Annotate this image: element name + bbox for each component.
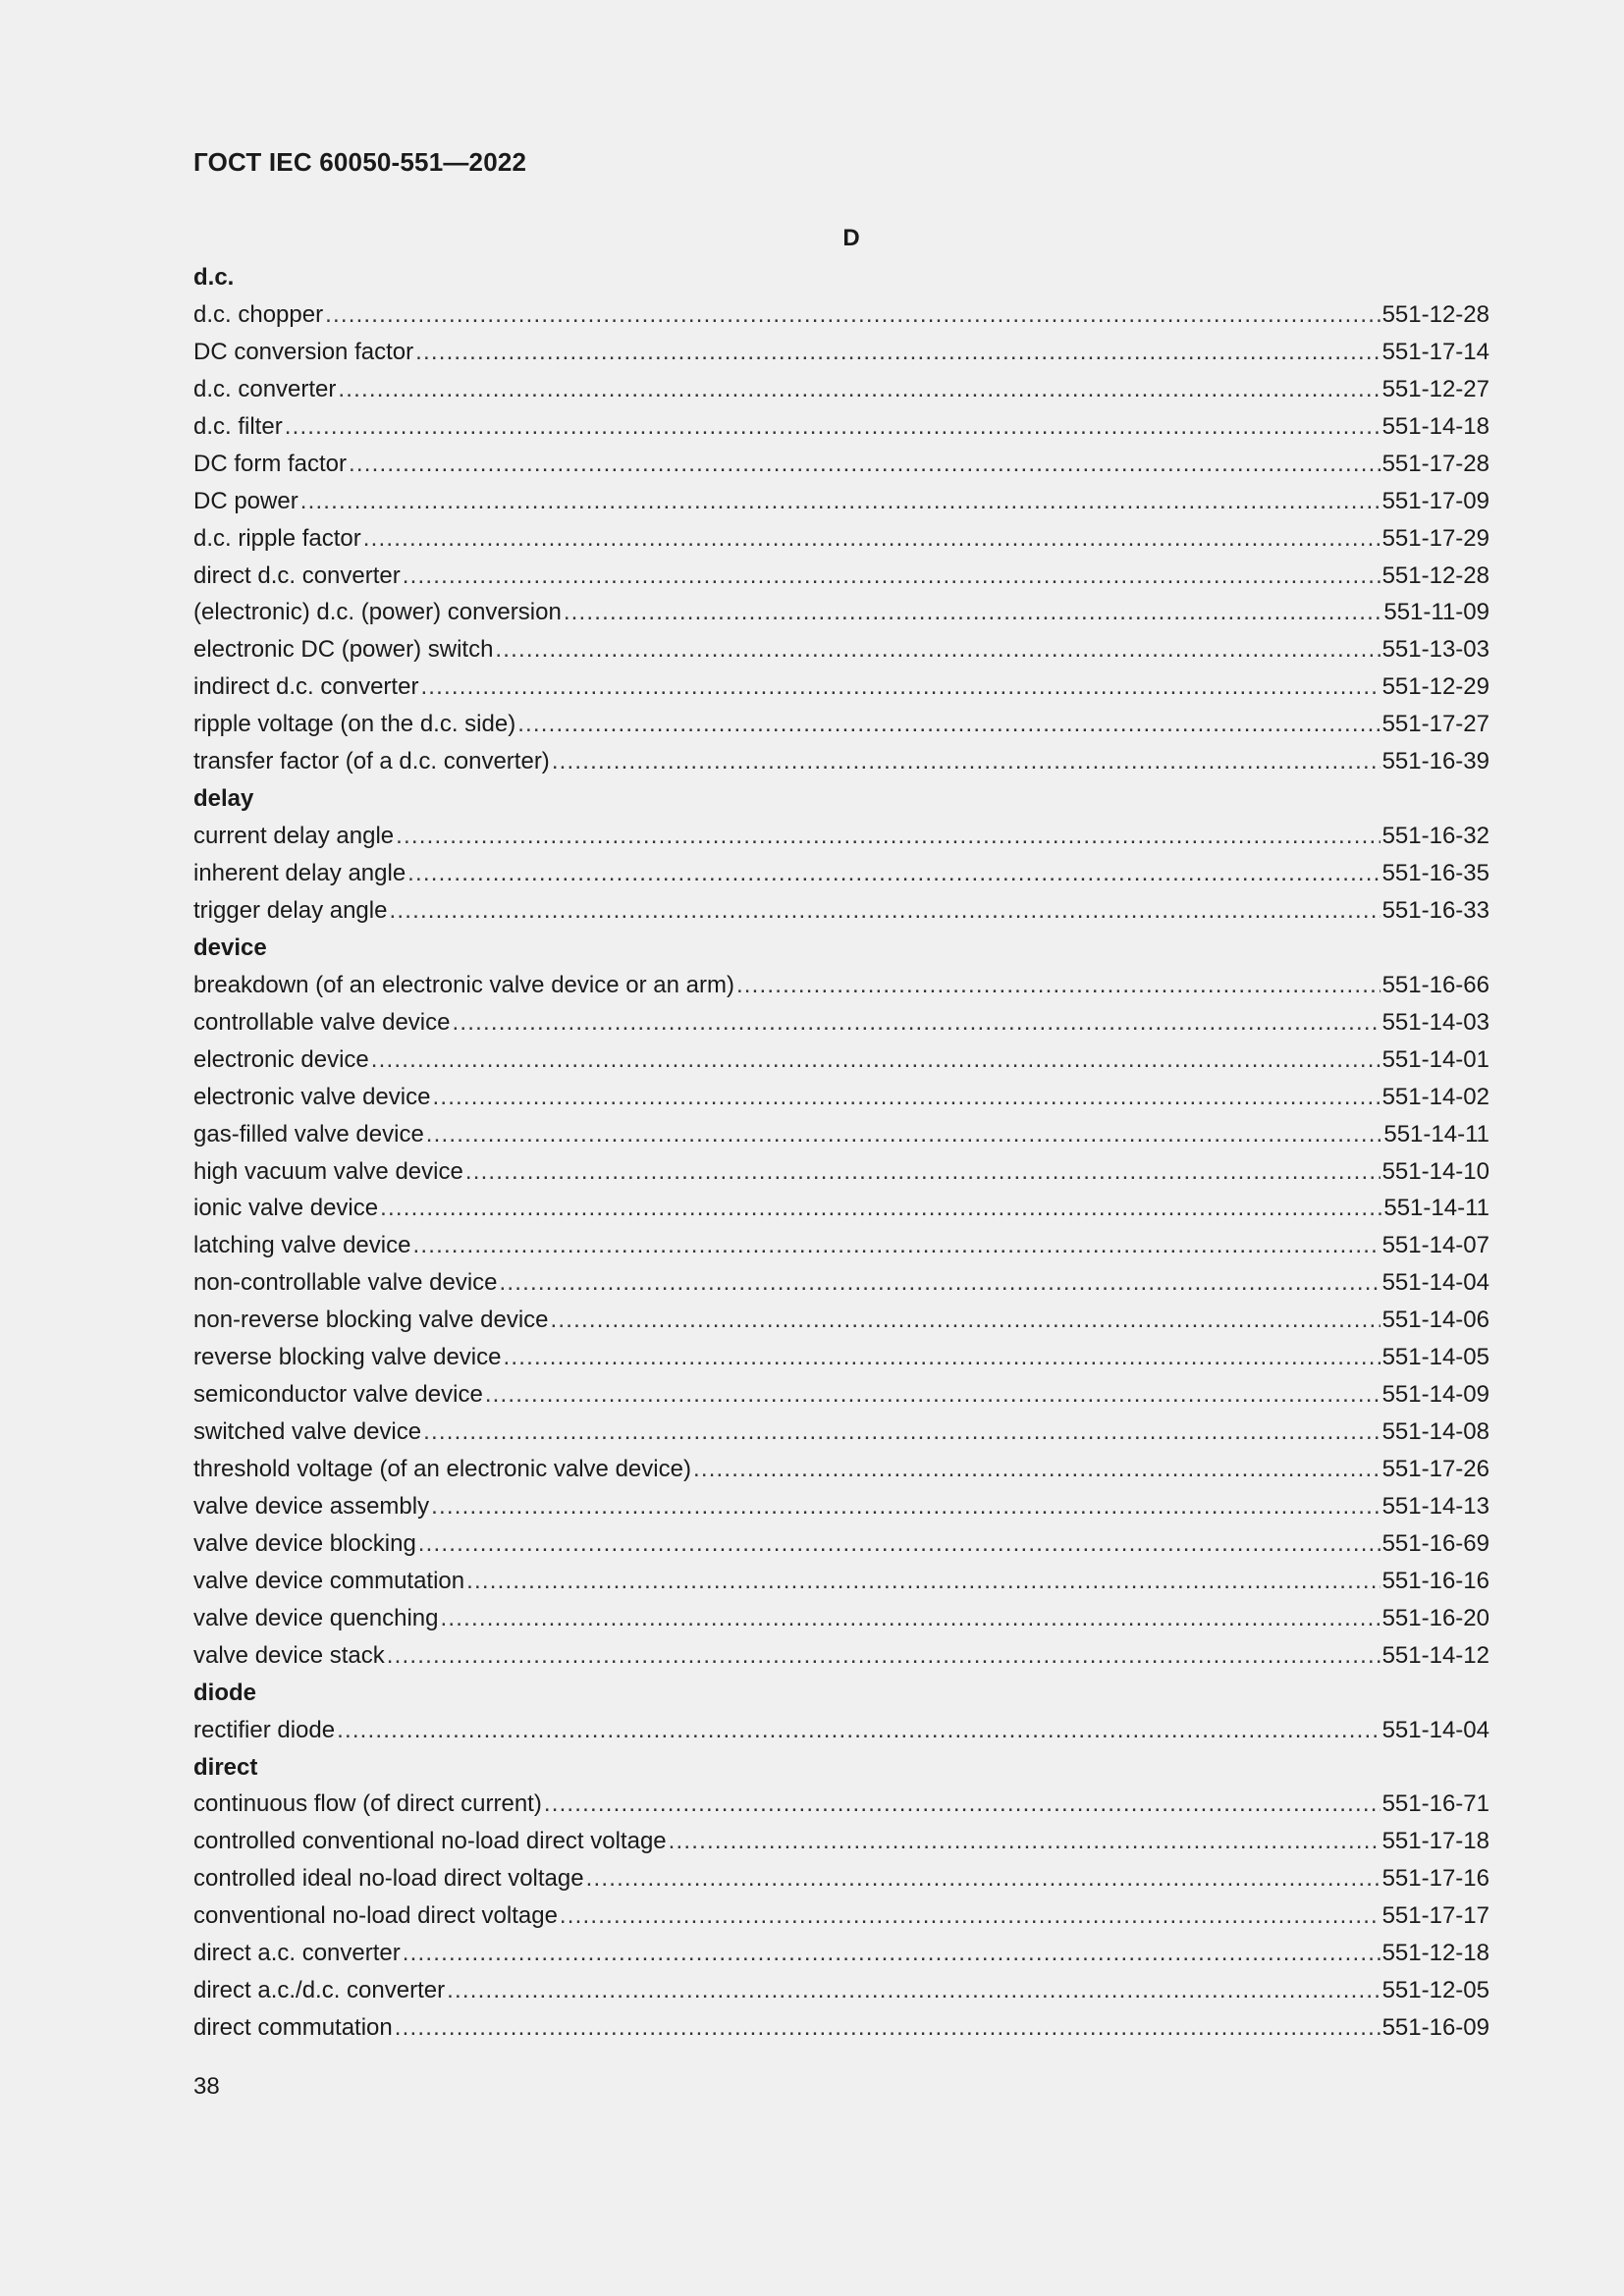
entry-term: trigger delay angle — [193, 896, 388, 924]
entry-code: 551-14-08 — [1381, 1418, 1489, 1446]
entry-term: reverse blocking valve device — [193, 1344, 502, 1371]
index-entry — [193, 2009, 1489, 2047]
entry-term: d.c. chopper — [193, 300, 324, 328]
index-entry — [193, 855, 1489, 892]
entry-code: 551-16-71 — [1381, 1790, 1489, 1818]
entry-code: 551-12-18 — [1381, 1940, 1489, 1967]
entry-term: continuous flow (of direct current) — [193, 1790, 542, 1818]
group-heading: direct — [193, 1753, 258, 1781]
dot-leader — [403, 558, 1380, 595]
entry-code: 551-17-14 — [1381, 338, 1489, 365]
entry-term: conventional no-load direct voltage — [193, 1902, 558, 1930]
entry-code: 551-12-27 — [1381, 375, 1489, 402]
entry-term: valve device commutation — [193, 1567, 465, 1594]
entry-term: direct a.c. converter — [193, 1940, 401, 1967]
dot-leader — [349, 446, 1380, 483]
dot-leader — [337, 1712, 1380, 1749]
dot-leader — [415, 334, 1380, 371]
dot-leader — [447, 1972, 1380, 2009]
entry-term: non-reverse blocking valve device — [193, 1307, 549, 1334]
entry-term: ripple voltage (on the d.c. side) — [193, 711, 516, 738]
dot-leader — [389, 892, 1380, 930]
entry-term: direct d.c. converter — [193, 561, 401, 589]
entry-term: direct a.c./d.c. converter — [193, 1977, 446, 2004]
index-entry — [193, 1712, 1489, 1749]
entry-term: electronic valve device — [193, 1083, 431, 1110]
entry-term: indirect d.c. converter — [193, 673, 419, 701]
index-entry — [193, 483, 1489, 520]
entry-code: 551-17-09 — [1381, 487, 1489, 514]
dot-leader — [485, 1376, 1380, 1414]
dot-leader — [504, 1339, 1380, 1376]
index-entry — [193, 1488, 1489, 1525]
entry-term: direct commutation — [193, 2014, 393, 2042]
dot-leader — [431, 1488, 1380, 1525]
dot-leader — [441, 1600, 1380, 1637]
entry-code: 551-14-05 — [1381, 1344, 1489, 1371]
entry-code: 551-14-03 — [1381, 1008, 1489, 1036]
entry-term: valve device stack — [193, 1641, 385, 1669]
index-entry — [193, 1414, 1489, 1451]
dot-leader — [418, 1525, 1380, 1563]
index-entry — [193, 1972, 1489, 2009]
entry-term: latching valve device — [193, 1232, 411, 1259]
entry-code: 551-14-13 — [1381, 1492, 1489, 1520]
document-header-title: ГОСТ IEC 60050-551—2022 — [193, 147, 527, 177]
dot-leader — [500, 1264, 1380, 1302]
dot-leader — [426, 1116, 1382, 1153]
dot-leader — [387, 1637, 1380, 1675]
dot-leader — [736, 967, 1380, 1004]
index-entry — [193, 446, 1489, 483]
index-entry — [193, 1637, 1489, 1675]
dot-leader — [465, 1153, 1380, 1191]
dot-leader — [363, 520, 1380, 558]
entry-code: 551-11-09 — [1383, 599, 1489, 626]
entry-code: 551-13-03 — [1381, 636, 1489, 664]
entry-code: 551-14-04 — [1381, 1716, 1489, 1743]
dot-leader — [396, 818, 1380, 855]
entry-term: d.c. filter — [193, 412, 283, 440]
index-entry — [193, 1339, 1489, 1376]
entry-term: valve device blocking — [193, 1529, 416, 1557]
entry-code: 551-14-12 — [1381, 1641, 1489, 1669]
index-entry — [193, 1302, 1489, 1339]
entry-term: DC power — [193, 487, 298, 514]
entry-code: 551-16-09 — [1381, 2014, 1489, 2042]
entry-term: threshold voltage (of an electronic valve device) — [193, 1456, 691, 1482]
dot-leader — [407, 855, 1380, 892]
entry-term: gas-filled valve device — [193, 1120, 424, 1148]
entry-term: d.c. ripple factor — [193, 524, 361, 552]
entry-term: current delay angle — [193, 823, 395, 850]
entry-term: valve device assembly — [193, 1492, 430, 1520]
entry-code: 551-12-05 — [1381, 1977, 1489, 2004]
dot-leader — [380, 1190, 1381, 1227]
dot-leader — [403, 1935, 1380, 1972]
entry-code: 551-17-29 — [1381, 524, 1489, 552]
dot-leader — [395, 2009, 1380, 2047]
index-entry — [193, 1563, 1489, 1600]
entry-term: DC conversion factor — [193, 338, 414, 365]
group-heading: delay — [193, 785, 254, 813]
dot-leader — [586, 1860, 1380, 1897]
entry-code: 551-14-18 — [1381, 412, 1489, 440]
entry-code: 551-14-07 — [1381, 1232, 1489, 1259]
section-letter-heading: D — [842, 225, 860, 251]
dot-leader — [412, 1227, 1380, 1264]
entry-term: non-controllable valve device — [193, 1269, 498, 1297]
entry-code: 551-14-10 — [1381, 1157, 1489, 1185]
entry-code: 551-17-17 — [1381, 1902, 1489, 1930]
index-entry — [193, 1897, 1489, 1935]
entry-term: breakdown (of an electronic valve device or an arm) — [193, 971, 734, 998]
dot-leader — [552, 743, 1380, 780]
dot-leader — [544, 1786, 1380, 1823]
entry-term: high vacuum valve device — [193, 1157, 463, 1185]
entry-term: switched valve device — [193, 1418, 422, 1446]
index-entry — [193, 520, 1489, 558]
dot-leader — [371, 1041, 1380, 1079]
entry-code: 551-14-11 — [1383, 1120, 1489, 1148]
index-entry — [193, 1079, 1489, 1116]
entry-code: 551-16-39 — [1381, 748, 1489, 775]
index-entry — [193, 1860, 1489, 1897]
entry-code: 551-17-28 — [1381, 450, 1489, 477]
index-entry — [193, 631, 1489, 668]
dot-leader — [338, 371, 1380, 408]
entry-code: 551-16-16 — [1381, 1567, 1489, 1594]
group-heading: device — [193, 934, 267, 961]
entry-code: 551-14-06 — [1381, 1307, 1489, 1334]
entry-code: 551-16-69 — [1381, 1529, 1489, 1557]
dot-leader — [423, 1414, 1380, 1451]
entry-term: semiconductor valve device — [193, 1381, 483, 1409]
entry-code: 551-14-11 — [1383, 1195, 1489, 1222]
index-entry — [193, 1823, 1489, 1860]
entry-code: 551-17-18 — [1381, 1828, 1489, 1855]
entry-term: inherent delay angle — [193, 860, 406, 886]
dot-leader — [300, 483, 1380, 520]
entry-code: 551-14-02 — [1381, 1083, 1489, 1110]
entry-code: 551-14-04 — [1381, 1269, 1489, 1297]
index-entry — [193, 668, 1489, 706]
entry-code: 551-17-26 — [1381, 1456, 1489, 1482]
index-entry — [193, 296, 1489, 334]
index-entry — [193, 594, 1489, 631]
index-entry — [193, 1376, 1489, 1414]
index-entry — [193, 1004, 1489, 1041]
dot-leader — [517, 706, 1380, 743]
index-list — [193, 259, 1489, 2047]
group-heading: d.c. — [193, 264, 235, 291]
entry-term: d.c. converter — [193, 375, 337, 402]
entry-term: rectifier diode — [193, 1716, 336, 1743]
index-entry — [193, 1451, 1489, 1488]
entry-code: 551-17-16 — [1381, 1865, 1489, 1893]
entry-code: 551-16-32 — [1381, 823, 1489, 850]
index-entry — [193, 408, 1489, 446]
index-entry — [193, 334, 1489, 371]
entry-term: transfer factor (of a d.c. converter) — [193, 748, 550, 775]
dot-leader — [669, 1823, 1380, 1860]
entry-code: 551-16-20 — [1381, 1604, 1489, 1631]
index-entry — [193, 1227, 1489, 1264]
dot-leader — [285, 408, 1380, 446]
dot-leader — [551, 1302, 1380, 1339]
entry-code: 551-12-29 — [1381, 673, 1489, 701]
index-entry — [193, 1041, 1489, 1079]
entry-term: DC form factor — [193, 450, 348, 477]
index-entry — [193, 818, 1489, 855]
dot-leader — [325, 296, 1380, 334]
entry-code: 551-14-01 — [1381, 1045, 1489, 1073]
index-entry — [193, 558, 1489, 595]
index-entry — [193, 1600, 1489, 1637]
entry-code: 551-16-35 — [1381, 860, 1489, 886]
index-entry — [193, 1116, 1489, 1153]
group-heading: diode — [193, 1679, 256, 1706]
page-number: 38 — [193, 2073, 220, 2100]
entry-code: 551-12-28 — [1381, 300, 1489, 328]
index-entry — [193, 1786, 1489, 1823]
index-entry — [193, 1190, 1489, 1227]
index-entry — [193, 1153, 1489, 1191]
dot-leader — [693, 1451, 1380, 1488]
entry-code: 551-16-66 — [1381, 971, 1489, 998]
index-entry — [193, 371, 1489, 408]
entry-term: ionic valve device — [193, 1195, 379, 1222]
entry-term: controlled conventional no-load direct voltage — [193, 1828, 667, 1855]
dot-leader — [452, 1004, 1380, 1041]
index-entry — [193, 743, 1489, 780]
dot-leader — [564, 594, 1382, 631]
index-entry — [193, 1264, 1489, 1302]
index-entry — [193, 1935, 1489, 1972]
dot-leader — [420, 668, 1380, 706]
dot-leader — [466, 1563, 1380, 1600]
index-entry — [193, 967, 1489, 1004]
entry-term: controlled ideal no-load direct voltage — [193, 1865, 584, 1893]
index-entry — [193, 1525, 1489, 1563]
index-entry — [193, 892, 1489, 930]
dot-leader — [432, 1079, 1380, 1116]
entry-term: electronic DC (power) switch — [193, 636, 494, 664]
dot-leader — [495, 631, 1380, 668]
entry-term: (electronic) d.c. (power) conversion — [193, 599, 562, 626]
entry-code: 551-14-09 — [1381, 1381, 1489, 1409]
index-entry — [193, 706, 1489, 743]
entry-term: electronic device — [193, 1045, 369, 1073]
entry-term: controllable valve device — [193, 1008, 451, 1036]
entry-code: 551-16-33 — [1381, 896, 1489, 924]
dot-leader — [560, 1897, 1380, 1935]
entry-code: 551-17-27 — [1381, 711, 1489, 738]
entry-term: valve device quenching — [193, 1604, 439, 1631]
entry-code: 551-12-28 — [1381, 561, 1489, 589]
